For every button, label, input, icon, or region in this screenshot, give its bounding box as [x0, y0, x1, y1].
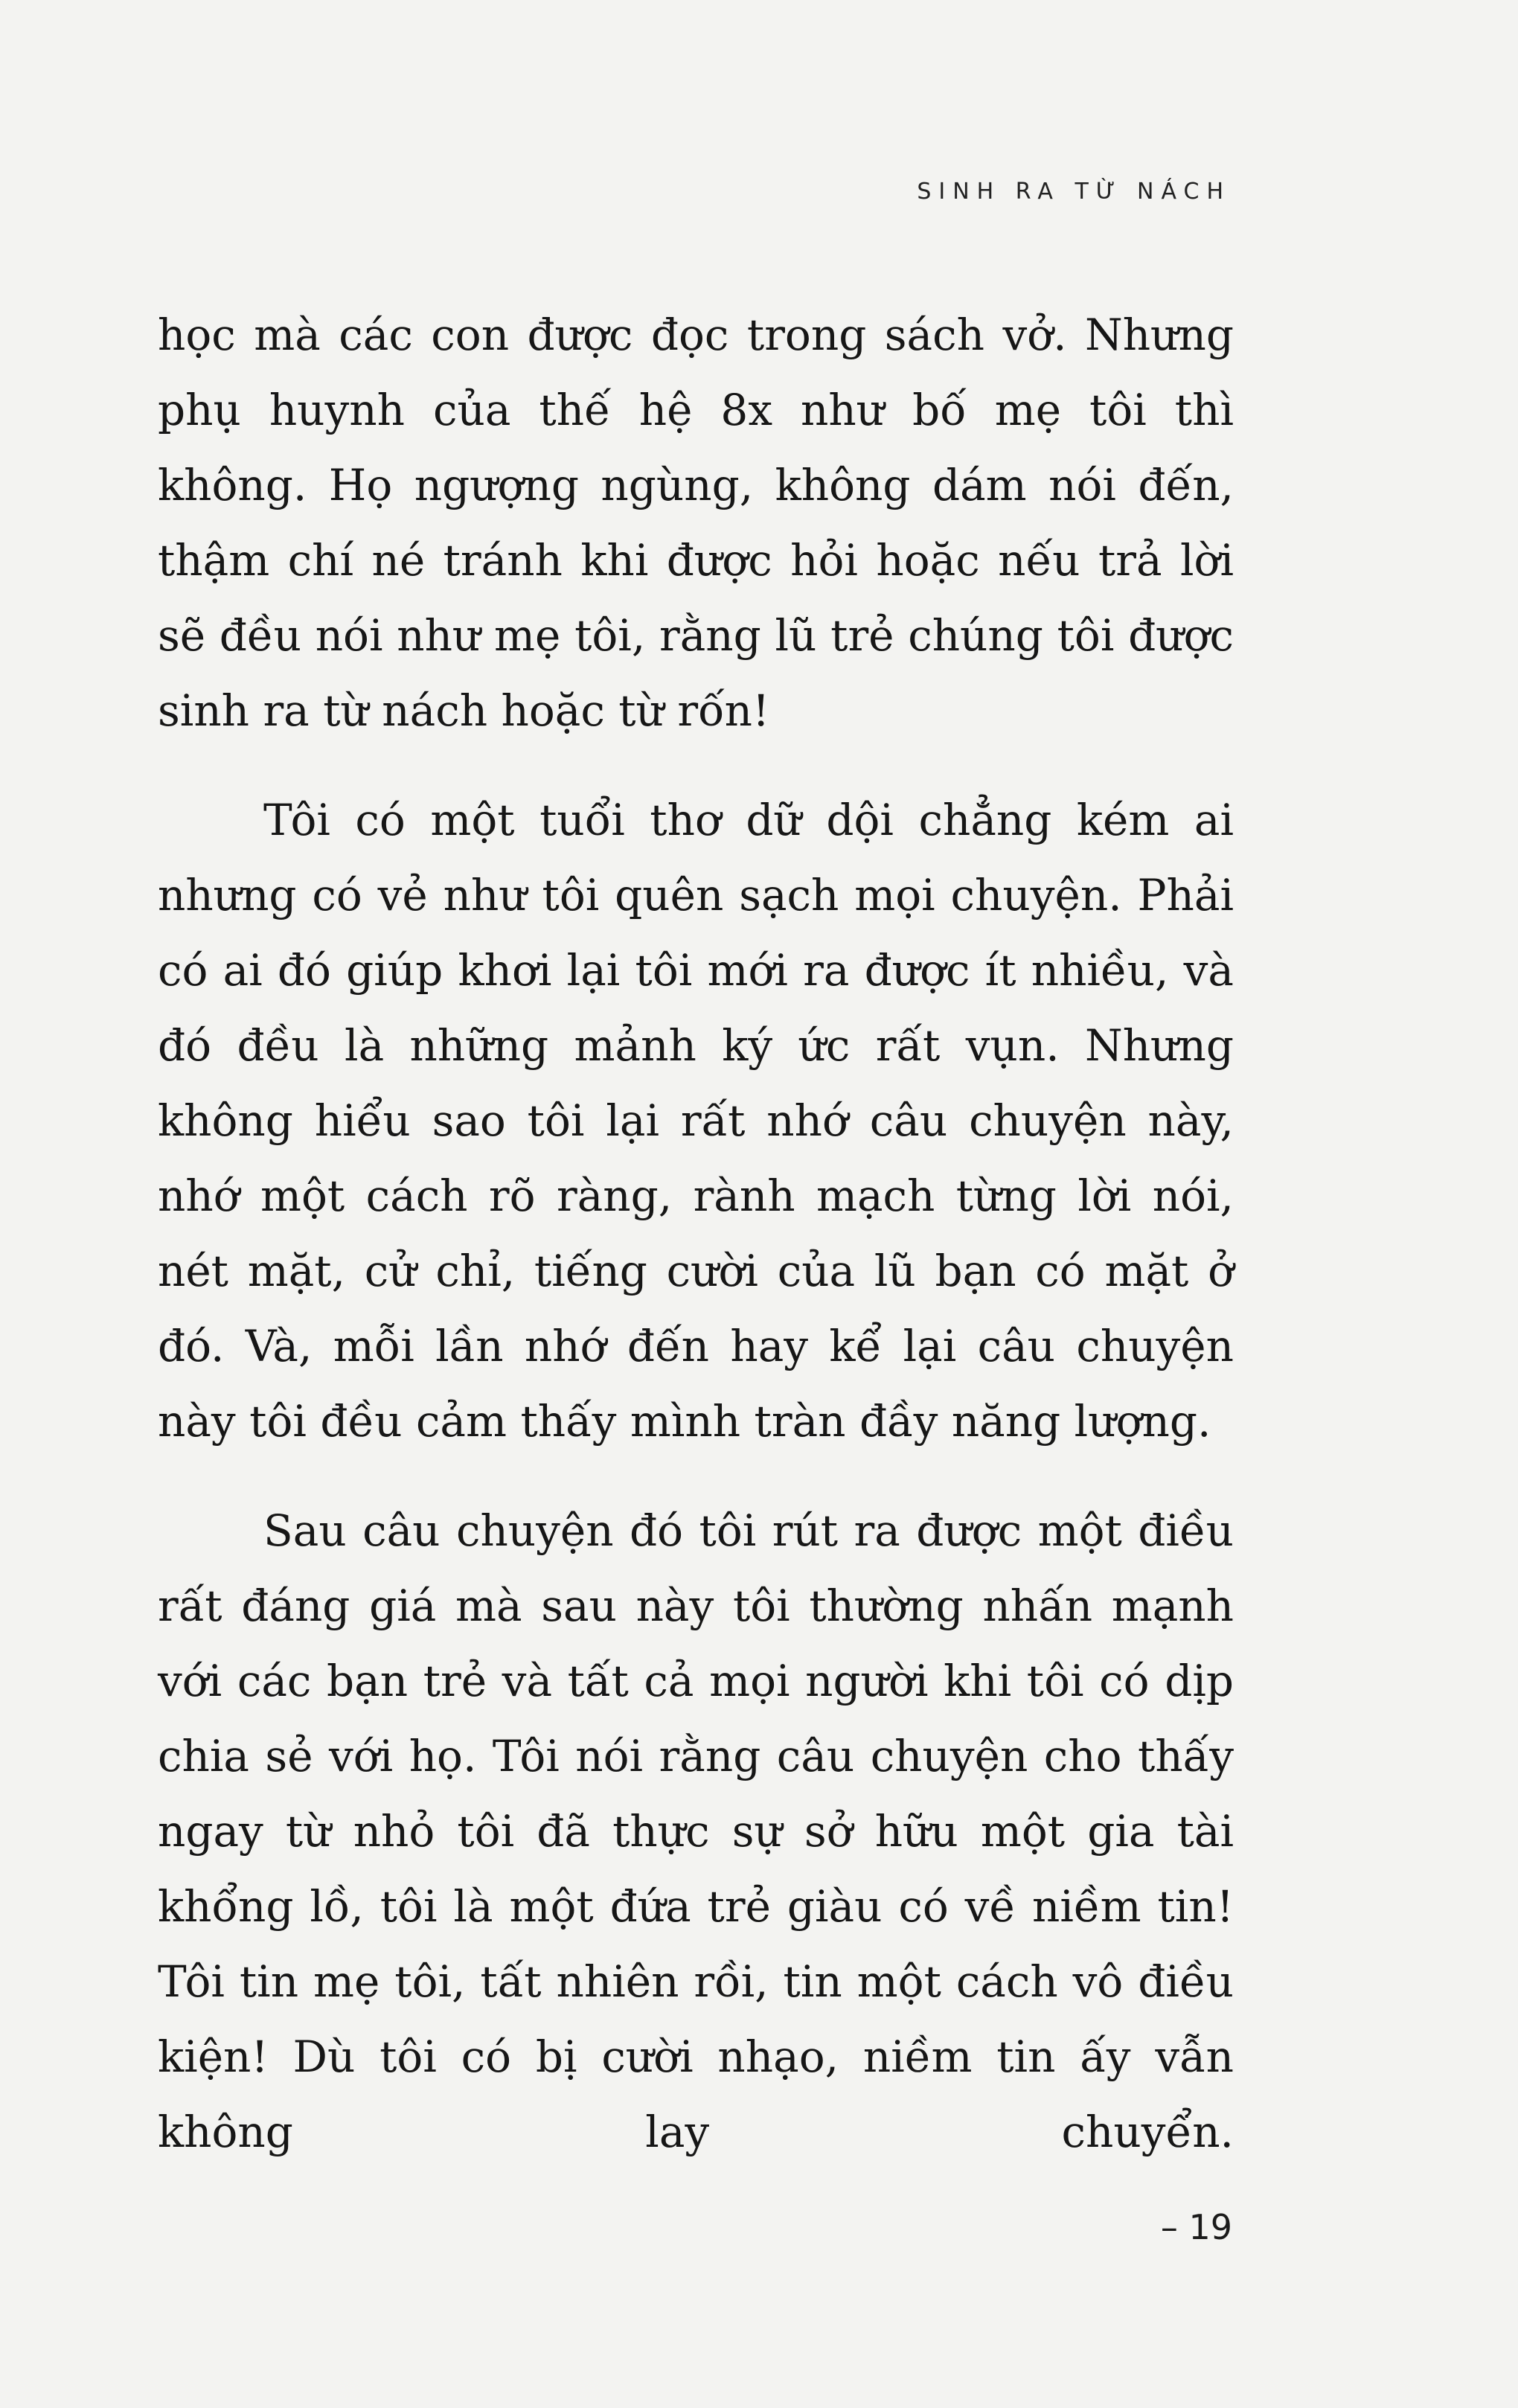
paragraph-2: Tôi có một tuổi thơ dữ dội chẳng kém ai nhưng có vẻ như tôi quên sạch mọi chuyện. Phải có ai đó giúp khơi lại tôi mới ra được ít nhiều, và đó đều là những mảnh ký ức rất vụn. Nhưng không hiểu sao tôi lại rất nhớ câu chuyện này, nhớ một cách rõ ràng, rành mạch từng lời nói, nét mặt, cử chỉ, tiếng cười của lũ bạn có mặt ở đó. Và, mỗi lần nhớ đến hay kể lại câu chuyện này tôi đều cảm thấy mình tràn đầy năng lượng. — [158, 795, 1234, 1447]
body-text — [158, 298, 1234, 2170]
paragraph-3: Sau câu chuyện đó tôi rút ra được một điều rất đáng giá mà sau này tôi thường nhấn mạnh với các bạn trẻ và tất cả mọi người khi tôi có dịp chia sẻ với họ. Tôi nói rằng câu chuyện cho thấy ngay từ nhỏ tôi đã thực sự sở hữu một gia tài khổng lồ, tôi là một đứa trẻ giàu có về niềm tin! Tôi tin mẹ tôi, tất nhiên rồi, tin một cách vô điều kiện! Dù tôi có bị cười nhạo, niềm tin ấy vẫn không lay chuyển. — [158, 1505, 1234, 2157]
running-header: SINH RA TỪ NÁCH — [917, 179, 1231, 205]
paragraph-1: học mà các con được đọc trong sách vở. Nhưng phụ huynh của thế hệ 8x như bố mẹ tôi thì không. Họ ngượng ngùng, không dám nói đến, thậm chí né tránh khi được hỏi hoặc nếu trả lời sẽ đều nói như mẹ tôi, rằng lũ trẻ chúng tôi được sinh ra từ nách hoặc từ rốn! — [158, 310, 1234, 736]
page-number: – 19 — [1160, 2207, 1232, 2247]
